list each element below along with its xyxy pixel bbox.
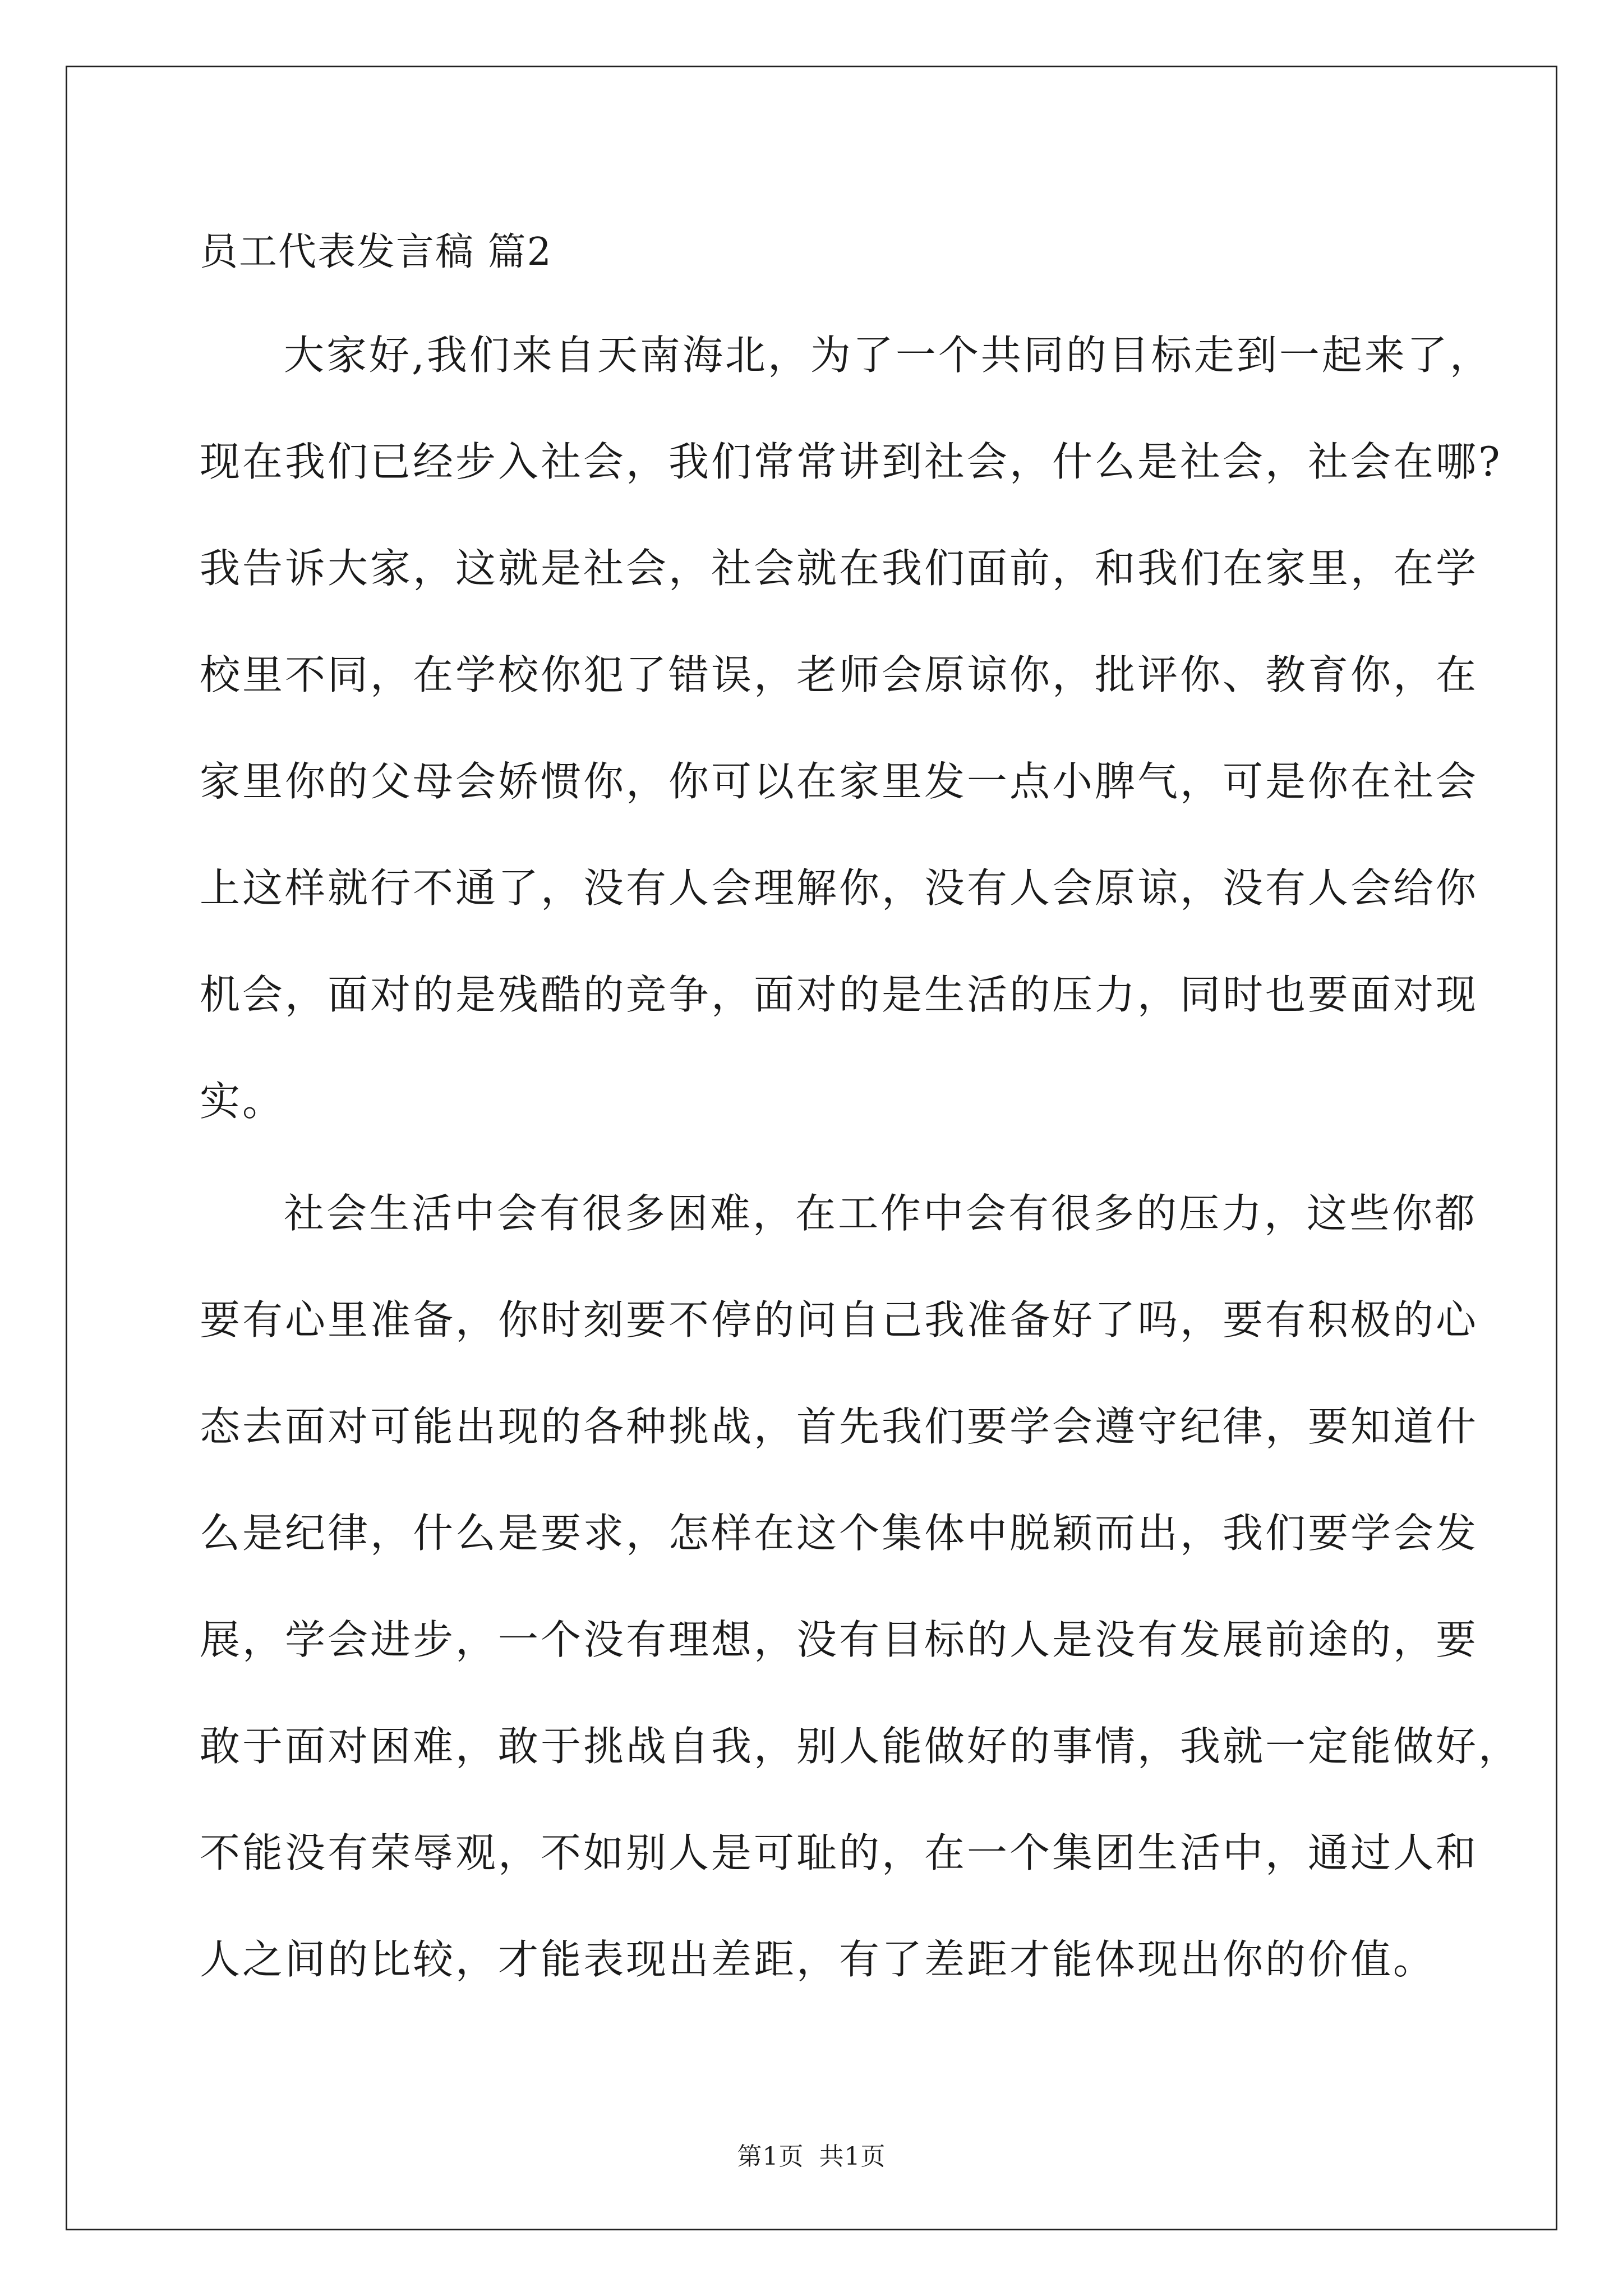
text-line: 我告诉大家，这就是社会，社会就在我们面前，和我们在家里，在学 (200, 545, 1479, 592)
text-line: 态去面对可能出现的各种挑战，首先我们要学会遵守纪律，要知道什 (200, 1403, 1479, 1450)
text-line: 实。 (200, 1078, 285, 1125)
text-line: 家里你的父母会娇惯你，你可以在家里发一点小脾气，可是你在社会 (200, 758, 1479, 805)
text-line: 敢于面对困难，敢于挑战自我，别人能做好的事情，我就一定能做好， (200, 1723, 1521, 1770)
text-line: 现在我们已经步入社会，我们常常讲到社会，什么是社会，社会在哪? (200, 438, 1502, 485)
text-line: 大家好,我们来自天南海北，为了一个共同的目标走到一起来了， (284, 332, 1492, 379)
text-line: 上这样就行不通了，没有人会理解你，没有人会原谅，没有人会给你 (200, 864, 1479, 912)
text-line: 么是纪律，什么是要求，怎样在这个集体中脱颖而出，我们要学会发 (200, 1510, 1479, 1557)
page-number-current: 第1页 (737, 2142, 804, 2171)
text-line: 社会生活中会有很多困难，在工作中会有很多的压力，这些你都 (284, 1190, 1478, 1237)
text-line: 机会，面对的是残酷的竞争，面对的是生活的压力，同时也要面对现 (200, 971, 1479, 1018)
page-number-total: 共1页 (819, 2142, 886, 2171)
page-footer (0, 2140, 1623, 2174)
paragraph-1 (200, 302, 1502, 1154)
document-title: 员工代表发言稿 篇2 (200, 230, 552, 274)
document-body (200, 219, 1521, 2018)
text-line: 人之间的比较，才能表现出差距，有了差距才能体现出你的价值。 (200, 1936, 1436, 1983)
paragraph-2 (200, 1160, 1521, 2013)
text-line: 校里不同，在学校你犯了错误，老师会原谅你，批评你、教育你，在 (200, 651, 1479, 698)
text-line: 展，学会进步，一个没有理想，没有目标的人是没有发展前途的，要 (200, 1616, 1479, 1663)
text-line: 不能没有荣辱观，不如别人是可耻的，在一个集团生活中，通过人和 (200, 1829, 1479, 1876)
text-line: 要有心里准备，你时刻要不停的问自己我准备好了吗，要有积极的心 (200, 1296, 1479, 1343)
